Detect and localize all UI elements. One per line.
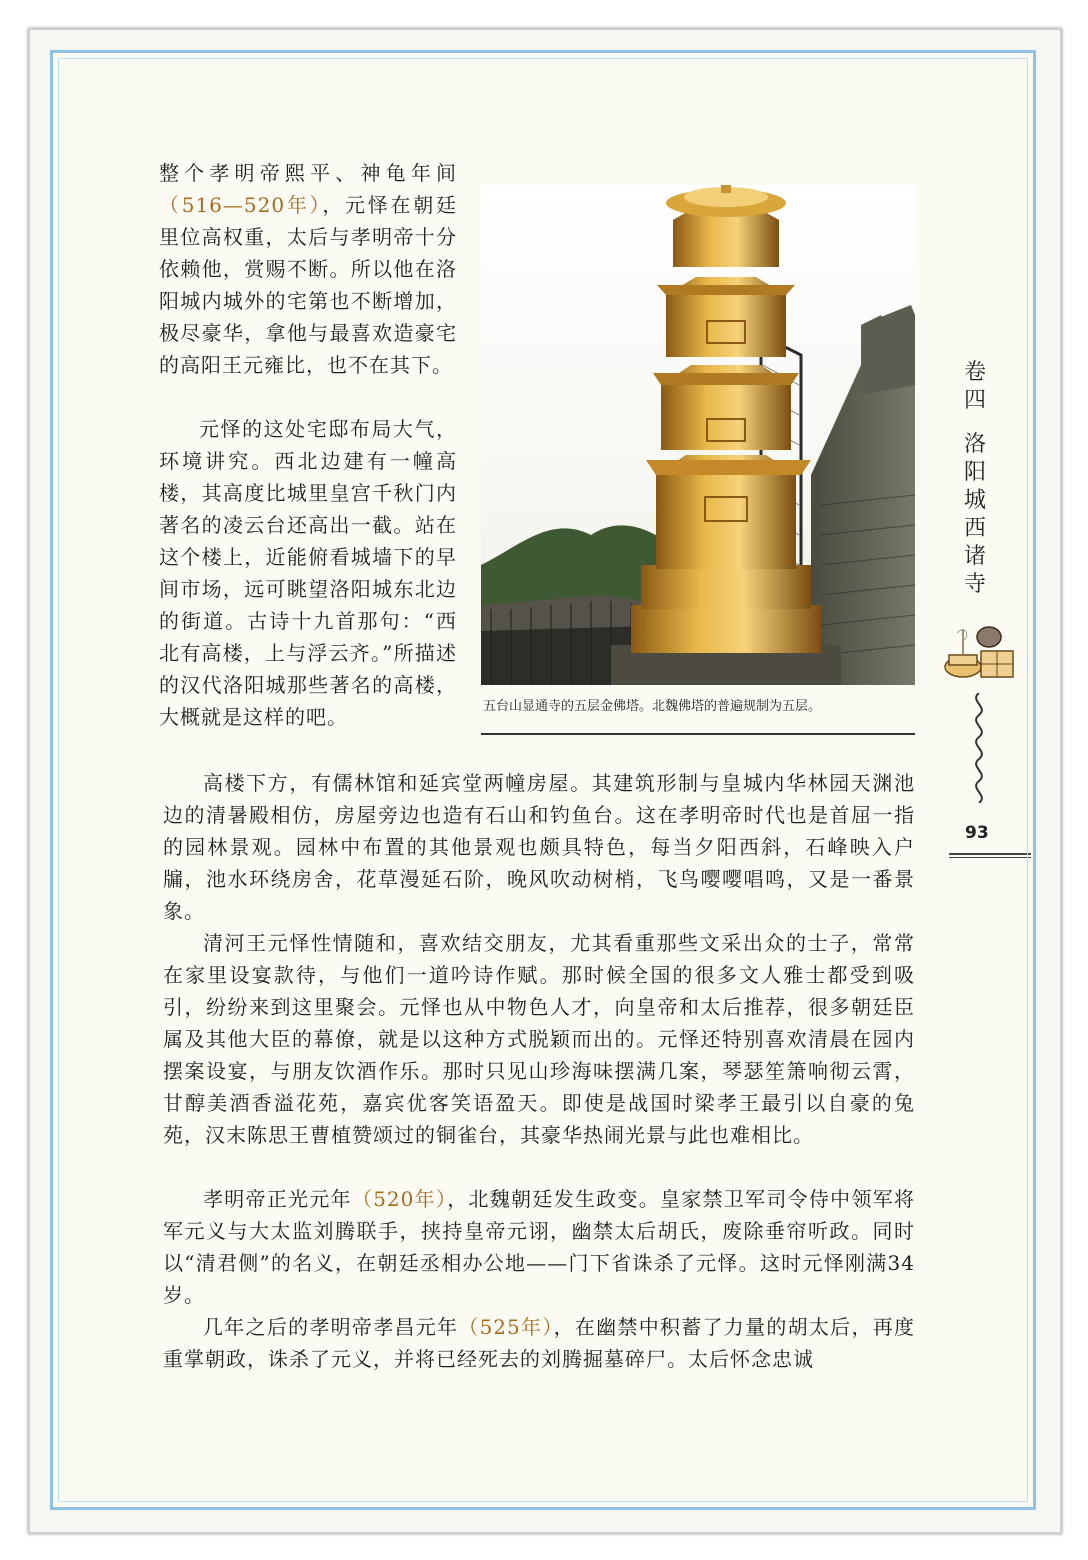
- chapter-title: [955, 431, 995, 599]
- year-note: （520年）: [351, 1187, 448, 1211]
- paragraph-6: [163, 1311, 915, 1375]
- side-header: [955, 359, 995, 599]
- incense-burner-icon: [941, 621, 1021, 691]
- paragraph-6-text-b: ，在幽禁中积蓄了力量的胡太后，再度重掌朝政，诛杀了元义，并将已经死去的刘腾掘墓碎尸。太后怀念忠诚: [163, 1315, 915, 1371]
- chapter-char: 洛: [963, 432, 986, 457]
- page-number-rule: [949, 853, 1031, 855]
- pagoda-photo: [481, 185, 915, 685]
- page-number-rule-thin: [949, 857, 1031, 858]
- chapter-char: 寺: [963, 572, 986, 597]
- paragraph-4: 清河王元怿性情随和，喜欢结交朋友，尤其看重那些文采出众的士子，常常在家里设宴款待，与他们一道吟诗作赋。那时候全国的很多文人雅士都受到吸引，纷纷来到这里聚会。元怿也从中物色人才，向皇帝和太后推荐，很多朝廷臣属及其他大臣的幕僚，就是以这种方式脱颖而出的。元怿还特别喜欢清晨在园内摆案设宴，与朋友饮酒作乐。那时只见山珍海味摆满几案，琴瑟笙箫响彻云霄，甘醇美酒香溢花苑，嘉宾优客笑语盈天。即使是战国时梁孝王最引以自豪的兔苑，汉末陈思王曹植赞颂过的铜雀台，其豪华热闹光景与此也难相比。: [163, 931, 915, 1147]
- volume-char: 卷: [963, 360, 986, 385]
- photo-caption: 五台山显通寺的五层金佛塔。北魏佛塔的普遍规制为五层。: [483, 699, 822, 714]
- paragraph-5-text-a: 孝明帝正光元年: [203, 1187, 352, 1211]
- year-note: （516—520年）: [159, 193, 323, 217]
- decorative-squiggle: [967, 693, 991, 803]
- paragraph-1: [159, 157, 457, 381]
- paragraph-1-text-b: ，元怿在朝廷里位高权重，太后与孝明帝十分依赖他，赏赐不断。所以他在洛阳城内城外的宅第也不断增加，极尽豪华，拿他与最喜欢造豪宅的高阳王元雍比，也不在其下。: [159, 193, 458, 377]
- chapter-char: 西: [963, 516, 986, 541]
- pagoda-figure: [481, 185, 915, 737]
- paragraph-1-text-a: 整个孝明帝熙平、神龟年间: [159, 161, 457, 185]
- chapter-char: 阳: [963, 460, 986, 485]
- volume-label: [955, 359, 995, 415]
- paragraph-6-text-a: 几年之后的孝明帝孝昌元年: [203, 1315, 459, 1339]
- caption-rule: [481, 733, 915, 735]
- page-number: 93: [965, 823, 989, 843]
- paragraph-3: 高楼下方，有儒林馆和延宾堂两幢房屋。其建筑形制与皇城内华林园天渊池边的清暑殿相仿，房屋旁边也造有石山和钓鱼台。这在孝明帝时代也是首屈一指的园林景观。园林中布置的其他景观也颇具特色，每当夕阳西斜，石峰映入户牖，池水环绕房舍，花草漫延石阶，晚风吹动树梢，飞鸟嘤嘤唱鸣，又是一番景象。: [163, 771, 915, 923]
- year-note: （525年）: [458, 1315, 554, 1339]
- paragraph-2: 元怿的这处宅邸布局大气，环境讲究。西北边建有一幢高楼，其高度比城里皇宫千秋门内著名的凌云台还高出一截。站在这个楼上，近能俯看城墙下的早间市场，远可眺望洛阳城东北边的街道。古诗十九首那句：“西北有高楼，上与浮云齐。”所描述的汉代洛阳城那些著名的高楼，大概就是这样的吧。: [159, 417, 457, 729]
- volume-char: 四: [963, 388, 986, 413]
- book-page: [50, 50, 1036, 1510]
- paragraph-5: [163, 1183, 915, 1311]
- chapter-char: 诸: [963, 544, 986, 569]
- chapter-char: 城: [963, 488, 986, 513]
- paragraph-5-text-b: ，北魏朝廷发生政变。皇家禁卫军司令侍中领军将军元义与大太监刘腾联手，挟持皇帝元诩，幽禁太后胡氏，废除垂帘听政。同时以“清君侧”的名义，在朝廷丞相办公地——门下省诛杀了元怿。这时元怿刚满34岁。: [163, 1187, 916, 1307]
